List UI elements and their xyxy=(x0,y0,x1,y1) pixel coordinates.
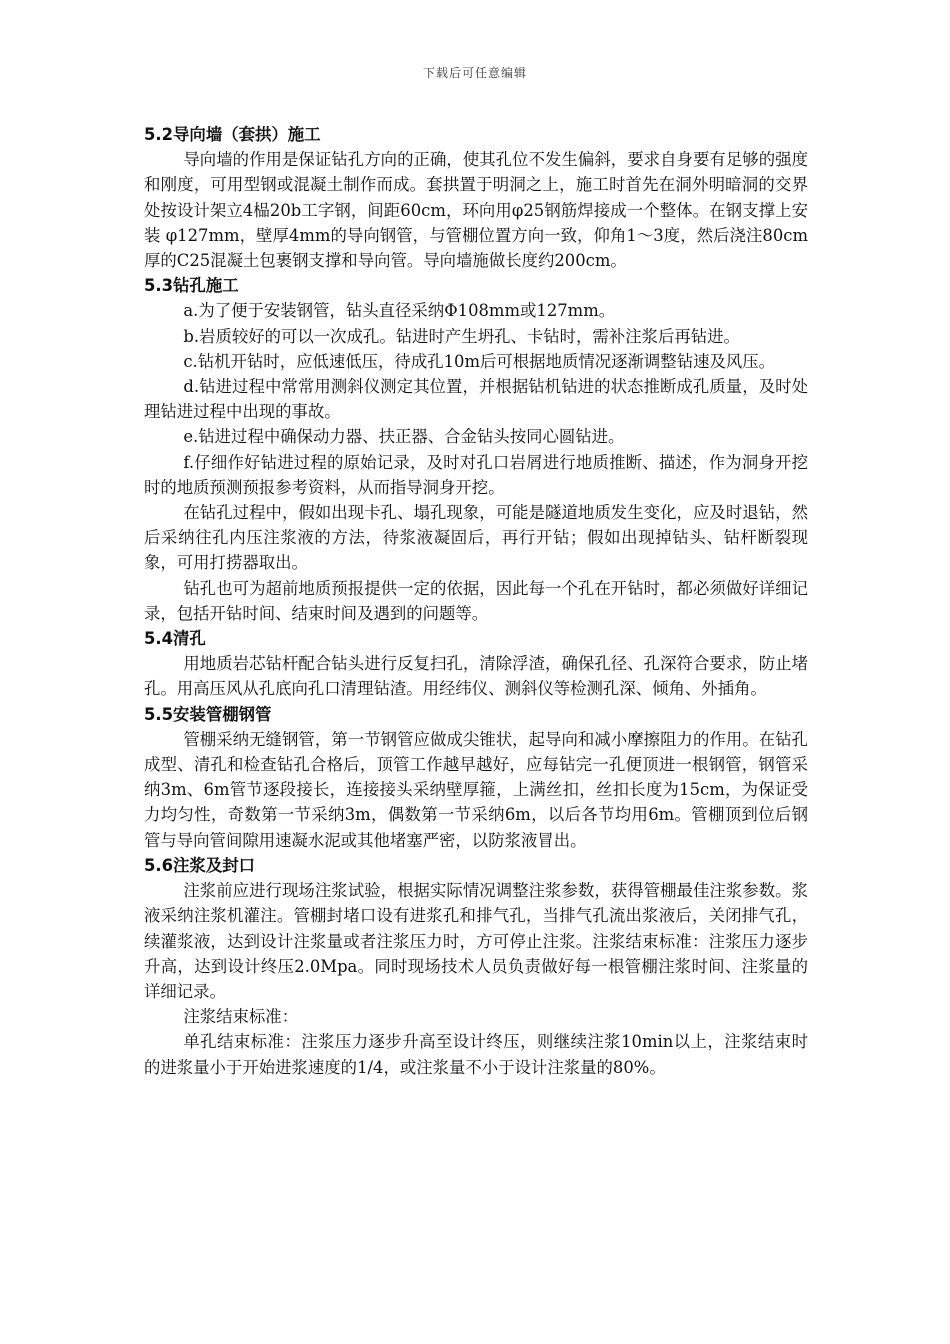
page-header-note: 下载后可任意编辑 xyxy=(422,66,527,80)
paragraph: 注浆前应进行现场注浆试验，根据实际情况调整注浆参数，获得管棚最佳注浆参数。浆液采纳注浆机灌注。管棚封堵口设有进浆孔和排气孔，当排气孔流出浆液后，关闭排气孔，续灌浆液，达到设计注浆量或者注浆压力时，方可停止注浆。注浆结束标准：注浆压力逐步升高，达到设计终压2.0Mpa。同时现场技术人员负责做好每一根管棚注浆时间、注浆量的详细记录。 xyxy=(144,881,808,1001)
section-heading-5-5: 5.5安装管棚钢管 xyxy=(144,704,272,724)
section-heading-5-4: 5.4清孔 xyxy=(144,629,206,649)
paragraph: 用地质岩芯钻杆配合钻头进行反复扫孔，清除浮渣，确保孔径、孔深符合要求，防止堵孔。用高压风从孔底向孔口清理钻渣。用经纬仪、测斜仪等检测孔深、倾角、外插角。 xyxy=(144,654,808,699)
section-heading-5-3: 5.3钻孔施工 xyxy=(144,276,239,296)
list-item-f: f.仔细作好钻进过程的原始记录，及时对孔口岩屑进行地质推断、描述，作为洞身开挖时的地质预测预报参考资料，从而指导洞身开挖。 xyxy=(144,452,808,497)
paragraph: 导向墙的作用是保证钻孔方向的正确，使其孔位不发生偏斜，要求自身要有足够的强度和刚度，可用型钢或混凝土制作而成。套拱置于明洞之上，施工时首先在洞外明暗洞的交界处按设计架立4榀20b工字钢，间距60cm，环向用φ25钢筋焊接成一个整体。在钢支撑上安装 φ127mm，壁厚4mm的导向钢管，与管棚位置方向一致，仰角1～3度，然后浇注80cm厚的C25混凝土包裹钢支撑和导向管。导向墙施做长度约200cm。 xyxy=(144,150,808,271)
paragraph: 在钻孔过程中，假如出现卡孔、塌孔现象，可能是隧道地质发生变化，应及时退钻，然后采纳往孔内压注浆液的方法，待浆液凝固后，再行开钻；假如出现掉钻头、钻杆断裂现象，可用打捞器取出。 xyxy=(144,503,808,573)
paragraph: 管棚采纳无缝钢管，第一节钢管应做成尖锥状，起导向和减小摩擦阻力的作用。在钻孔成型、清孔和检查钻孔合格后，顶管工作越早越好，应每钻完一孔便顶进一根钢管，钢管采纳3m、6m管节逐段接长，连接接头采纳壁厚箍，上满丝扣，丝扣长度为15cm，为保证受力均匀性，奇数第一节采纳3m，偶数第一节采纳6m，以后各节均用6m。管棚顶到位后钢管与导向管间隙用速凝水泥或其他堵塞严密，以防浆液冒出。 xyxy=(144,729,808,850)
paragraph: 注浆结束标准： xyxy=(183,1007,299,1027)
paragraph: 单孔结束标准：注浆压力逐步升高至设计终压，则继续注浆10min以上，注浆结束时的进浆量小于开始进浆速度的1/4，或注浆量不小于设计注浆量的80%。 xyxy=(144,1032,808,1077)
section-heading-5-2: 5.2导向墙（套拱）施工 xyxy=(144,125,321,144)
list-item-c: c.钻机开钻时，应低速低压，待成孔10m后可根据地质情况逐渐调整钻速及风压。 xyxy=(183,351,776,371)
document-body xyxy=(144,122,808,1080)
section-heading-5-6: 5.6注浆及封口 xyxy=(144,855,255,875)
list-item-e: e.钻进过程中确保动力器、扶正器、合金钻头按同心圆钻进。 xyxy=(183,427,625,447)
list-item-d: d.钻进过程中常常用测斜仪测定其位置，并根据钻机钻进的状态推断成孔质量，及时处理钻进过程中出现的事故。 xyxy=(144,377,808,422)
list-item-a: a.为了便于安装钢管，钻头直径采纳Φ108mm或127mm。 xyxy=(183,301,616,321)
list-item-b: b.岩质较好的可以一次成孔。钻进时产生坍孔、卡钻时，需补注浆后再钻进。 xyxy=(183,326,740,346)
paragraph: 钻孔也可为超前地质预报提供一定的依据，因此每一个孔在开钻时，都必须做好详细记录，包括开钻时间、结束时间及遇到的问题等。 xyxy=(144,578,808,623)
